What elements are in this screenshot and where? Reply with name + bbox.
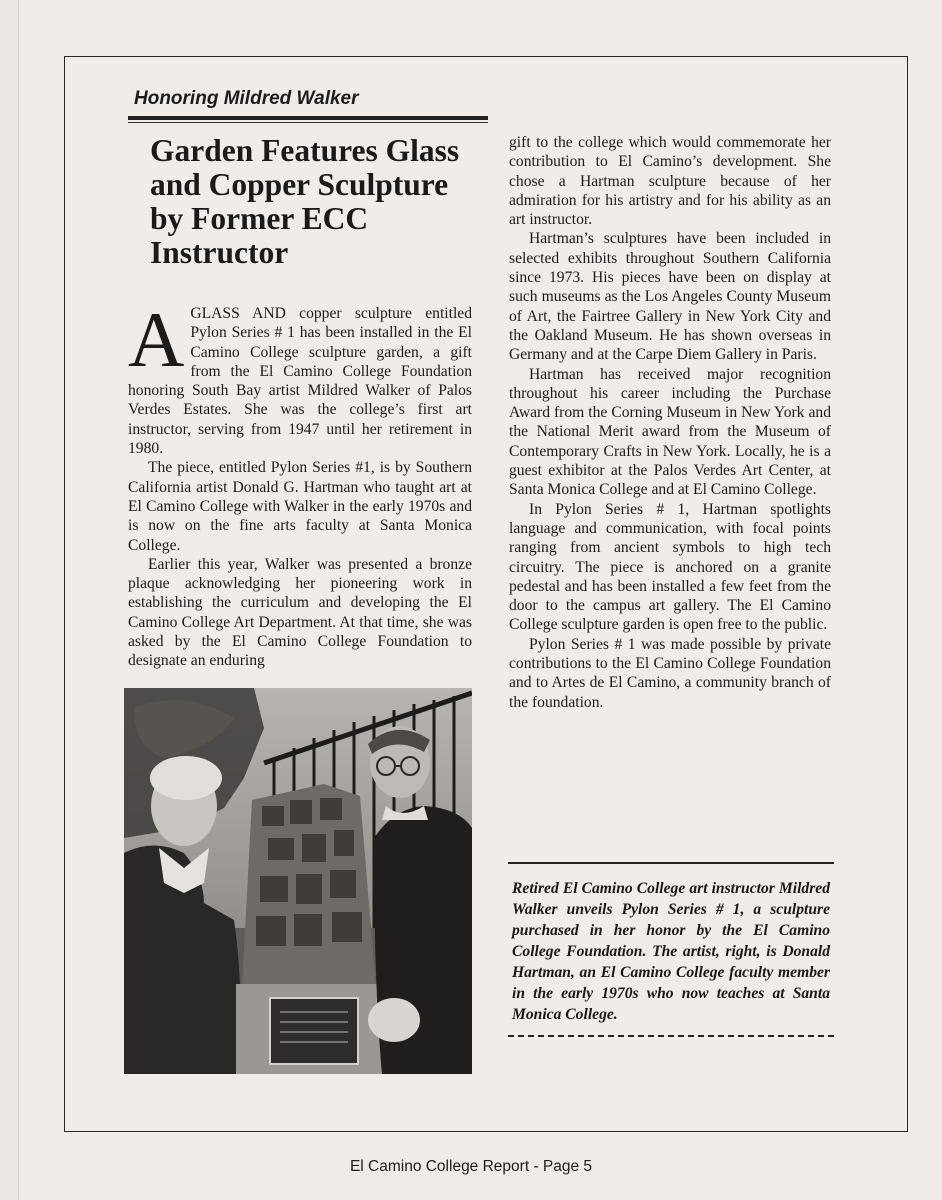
photo-caption: Retired El Camino College art instructor Mildred Walker unveils Pylon Series # 1, a sculpture purchased in her honor by the El Camino College Foundation. The artist, right, is Donald Hartman, an El Camino College faculty member in the early 1970s who now teaches at Santa Monica College. — [512, 880, 830, 1023]
caption-rule-bottom — [508, 1035, 834, 1037]
section-kicker — [128, 88, 488, 123]
photo-caption-box — [508, 862, 834, 1037]
paragraph-1-text: GLASS AND copper sculpture entitled Pylon Series # 1 has been installed in the El Camino College sculpture garden, a gift from the El Camino College Foundation honoring South Bay artist Mildred Walker of Palos Verdes Estates. She was the college’s first art instructor, serving from 1947 until her retirement in 1980. — [128, 305, 472, 458]
kicker-rule-thin — [128, 122, 488, 123]
drop-cap: A — [128, 296, 185, 383]
article-paragraph-7: Pylon Series # 1 was made possible by private contributions to the El Camino College Foundation and to Artes de El Camino, a community branch of the foundation. — [509, 635, 831, 711]
kicker-rule-thick — [128, 116, 488, 120]
article-paragraph-3-continued: gift to the college which would commemorate her contribution to El Camino’s development. She chose a Hartman sculpture because of her admiration for his artistry and for his ability as an art instructor. — [509, 134, 831, 229]
article-photo — [124, 688, 472, 1074]
article-paragraph-2: The piece, entitled Pylon Series #1, is by Southern California artist Donald G. Hartman who taught art at El Camino College with Walker in the early 1970s and is now on the fine arts faculty at Santa Monica College. — [128, 459, 472, 554]
photo-illustration — [124, 688, 472, 1074]
section-kicker-label: Honoring Mildred Walker — [134, 88, 359, 109]
article-paragraph-3: Earlier this year, Walker was presented a bronze plaque acknowledging her pioneering work in establishing the curriculum and developing the El Camino College Art Department. At that time, she was asked by the El Camino College Foundation to designate an enduring — [128, 555, 472, 670]
article-column-left — [128, 296, 472, 671]
article-paragraph-1 — [128, 296, 472, 458]
page-footer: El Camino College Report - Page 5 — [349, 1158, 593, 1175]
article-paragraph-5: Hartman has received major recognition throughout his career including the Purchase Award from the Corning Museum in New York and the National Merit award from the Museum of Contemporary Crafts in New York. Locally, he is a guest exhibitor at the Palos Verdes Art Center, at Santa Monica College and at El Camino College. — [509, 365, 831, 499]
article-column-right — [509, 133, 831, 712]
article-headline: Garden Features Glass and Copper Sculpture by Former ECC Instructor — [150, 133, 460, 270]
article-paragraph-4: Hartman’s sculptures have been included in selected exhibits throughout Southern California since 1973. His pieces have been on display at such museums as the Los Angeles County Museum of Art, the Fairtree Gallery in New York City and the Oakland Museum. He has shown overseas in Germany and at the Carpe Diem Gallery in Paris. — [509, 230, 831, 364]
article-paragraph-6: In Pylon Series # 1, Hartman spotlights language and communication, with focal points ranging from ancient symbols to high tech circuitry. The piece is anchored on a granite pedestal and has been installed a few feet from the door to the campus art gallery. The El Camino College sculpture garden is open free to the public. — [509, 500, 831, 634]
